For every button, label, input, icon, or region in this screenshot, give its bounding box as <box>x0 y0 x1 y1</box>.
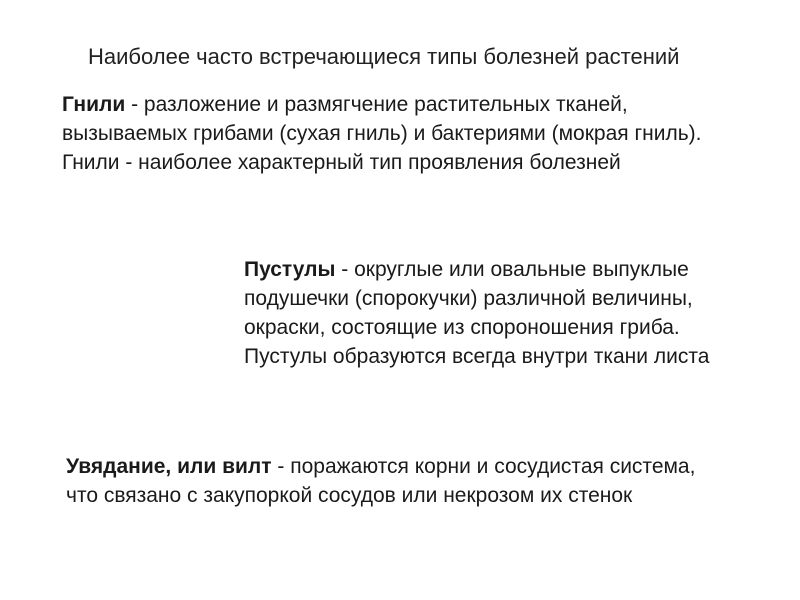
pustules-definition <box>244 255 764 371</box>
wilt-description: - поражаются корни и сосудистая система, что связано с закупоркой сосудов или некрозом их стенок <box>66 455 696 507</box>
rot-description: - разложение и размягчение растительных тканей, вызываемых грибами (сухая гниль) и бактериями (мокрая гниль). Гнили - наиболее характерный тип проявления болезней <box>62 93 702 174</box>
wilt-term: Увядание, или вилт <box>66 455 272 478</box>
slide-title: Наиболее часто встречающиеся типы болезней растений <box>88 44 680 69</box>
pustules-description: - округлые или овальные выпуклые подушечки (спорокучки) различной величины, окраски, состоящие из спороношения гриба. Пустулы образуются всегда внутри ткани листа <box>244 258 710 368</box>
rot-term: Гнили <box>62 93 126 116</box>
wilt-definition <box>66 452 706 510</box>
pustules-term: Пустулы <box>244 258 336 281</box>
rot-definition <box>62 90 702 177</box>
